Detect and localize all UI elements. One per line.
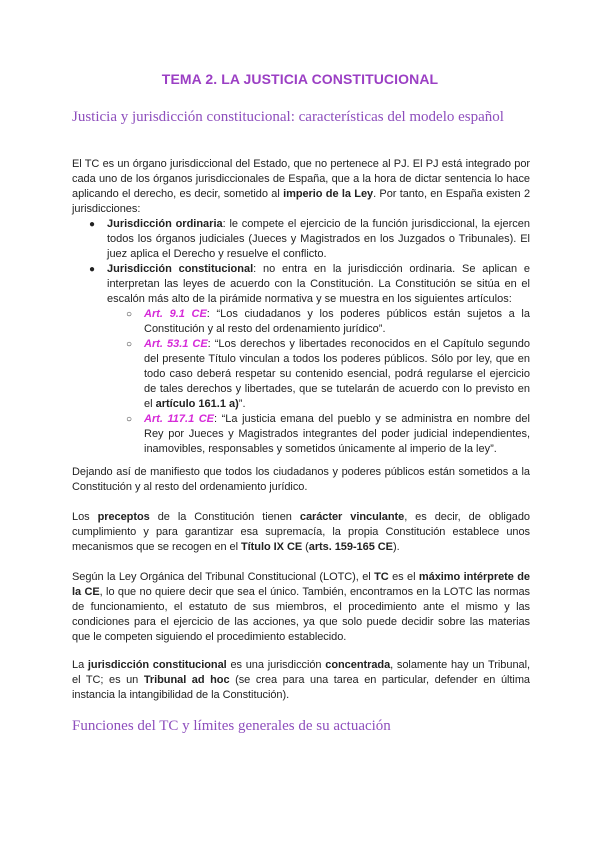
- document-title: TEMA 2. LA JUSTICIA CONSTITUCIONAL: [161, 71, 439, 87]
- bullet-circle-icon: ○: [126, 309, 133, 320]
- section-heading-funciones: Funciones del TC y límites generales de su actuación: [72, 718, 391, 734]
- paragraph-dejando: Dejando así de manifiesto que todos los ciudadanos y poderes públicos están sometidos a la Constitución y al resto del ordenamiento jurídico.: [72, 466, 530, 493]
- sublist-item-art-53-1: ○ Art. 53.1 CE: “Los derechos y libertades reconocidos en el Capítulo segundo del presente Título vinculan a todos los poderes públicos. Sólo por ley, que en todo caso deberá respetar su contenido esencial, podrá regularse el ejercicio de tales derechos y libertades, que se tutelarán de acuerdo con lo previsto en el artículo 161.1 a)”.: [126, 338, 530, 410]
- bullet-circle-icon: ○: [126, 414, 133, 425]
- sublist-item-art-9-1: ○ Art. 9.1 CE: “Los ciudadanos y los poderes públicos están sujetos a la Constitución y al resto del ordenamiento jurídico”.: [126, 308, 530, 335]
- sublist-item-art-117-1: ○ Art. 117.1 CE: “La justicia emana del pueblo y se administra en nombre del Rey por Jueces y Magistrados integrantes del poder judicial independientes, inamovibles, responsables y sometidos únicamente al imperio de la ley”.: [126, 413, 530, 455]
- paragraph-lotc: Según la Ley Orgánica del Tribunal Constitucional (LOTC), el TC es el máximo intérprete de la CE, lo que no quiere decir que sea el único. También, encontramos en la LOTC las normas de funcionamiento, el estatuto de sus miembros, el procedimiento ante el mismo y las condiciones para el ejercicio de las acciones, ya que solo puede decidir sobre las materias que le competen siguiendo el procedimiento establecido.: [72, 571, 530, 643]
- intro-paragraph: El TC es un órgano jurisdiccional del Estado, que no pertenece al PJ. El PJ está integrado por cada uno de los órganos jurisdiccionales de España, que a la hora de dictar sentencia lo hace aplicando el derecho, es decir, sometido al imperio de la Ley. Por tanto, en España existen 2 jurisdicciones:: [72, 158, 531, 215]
- list-item-jurisdiccion-constitucional: ● Jurisdicción constitucional: no entra en la jurisdicción ordinaria. Se aplican e interpretan las leyes de acuerdo con la Constitución. La Constitución se sitúa en el escalón más alto de la pirámide normativa y se muestra en los siguientes artículos:: [89, 263, 530, 305]
- section-heading-justicia: Justicia y jurisdicción constitucional: características del modelo español: [72, 109, 504, 125]
- paragraph-jurisdiccion-constitucional: La jurisdicción constitucional es una jurisdicción concentrada, solamente hay un Tribunal, el TC; es un Tribunal ad hoc (se crea para una tarea en particular, defender en última instancia la intangibilidad de la Constitución).: [72, 659, 531, 701]
- paragraph-preceptos: Los preceptos de la Constitución tienen carácter vinculante, es decir, de obligado cumplimiento y para garantizar esa supremacía, la propia Constitución establece unos mecanismos que se recogen en el Título IX CE (arts. 159-165 CE).: [72, 511, 531, 553]
- bullet-dot-icon: ●: [89, 219, 96, 230]
- bullet-dot-icon: ●: [89, 264, 96, 275]
- jurisdictions-list: [72, 217, 530, 457]
- bullet-circle-icon: ○: [126, 339, 133, 350]
- list-item-jurisdiccion-ordinaria: ● Jurisdicción ordinaria: le compete el ejercicio de la función jurisdiccional, la ejercen todos los órganos judiciales (Jueces y Magistrados en los Juzgados o Tribunales). El juez aplica el Derecho y resuelve el conflicto.: [89, 218, 530, 260]
